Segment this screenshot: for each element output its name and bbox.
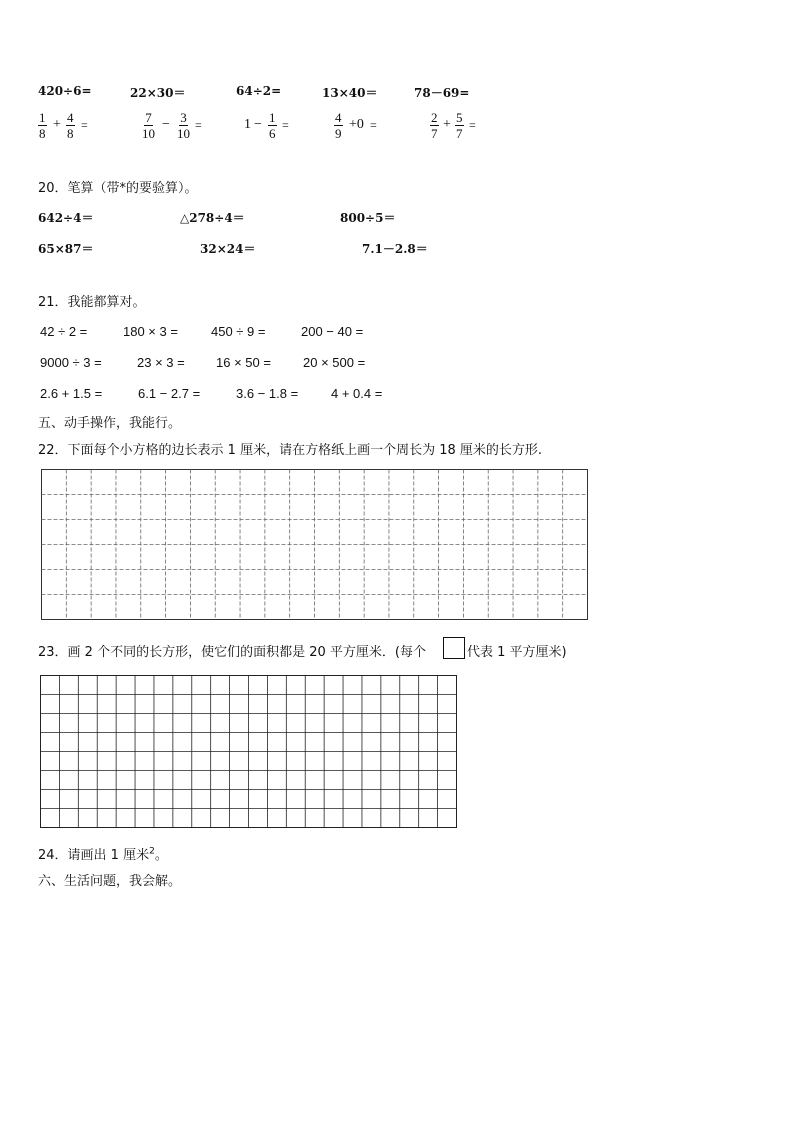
calc-item: 200 − 40 = — [301, 324, 364, 339]
numerator: 2 — [431, 110, 438, 125]
fraction — [430, 110, 439, 141]
oral-item: 78－69= — [414, 86, 470, 100]
denominator: 7 — [431, 126, 438, 141]
denominator: 10 — [142, 126, 155, 141]
calc-item: 42 ÷ 2 = — [40, 324, 88, 339]
calc-item: 3.6 − 1.8 = — [236, 386, 299, 401]
operator: − — [254, 117, 262, 132]
denominator: 8 — [39, 126, 46, 141]
graph-paper-grid[interactable] — [41, 469, 589, 621]
oral-item: 22×30＝ — [130, 86, 186, 100]
section-6-heading: 六、生活问题，我会解。 — [38, 874, 182, 889]
equals: = — [370, 118, 377, 132]
numerator: 4 — [335, 110, 342, 125]
calc-item: 16 × 50 = — [216, 355, 271, 370]
question-24-title — [38, 844, 168, 863]
superscript: 2 — [149, 846, 155, 857]
equals: = — [81, 118, 88, 132]
calc-item: 23 × 3 = — [137, 355, 185, 370]
numerator: 3 — [180, 110, 187, 125]
fraction — [142, 110, 155, 141]
operator: − — [162, 117, 170, 132]
calc-item: 2.6 + 1.5 = — [40, 386, 103, 401]
written-calc: 7.1－2.8＝ — [362, 242, 428, 256]
fraction — [334, 110, 343, 141]
written-calc: 65×87＝ — [38, 242, 94, 256]
written-calc: 800÷5＝ — [340, 211, 396, 225]
calc-item: 180 × 3 = — [123, 324, 178, 339]
operator: +0 — [349, 117, 364, 132]
question-24-text: 24．请画出 1 厘米 — [38, 848, 150, 863]
calc-item: 4 + 0.4 = — [331, 386, 383, 401]
equals: = — [282, 118, 289, 132]
calc-item: 20 × 500 = — [303, 355, 366, 370]
equals: = — [469, 118, 476, 132]
denominator: 6 — [269, 126, 276, 141]
written-calc: 642÷4＝ — [38, 211, 94, 225]
fraction — [38, 110, 47, 141]
denominator: 7 — [456, 126, 463, 141]
numerator: 5 — [456, 110, 463, 125]
numerator: 7 — [145, 110, 152, 125]
question-22-title: 22．下面每个小方格的边长表示 1 厘米，请在方格纸上画一个周长为 18 厘米的长方形. — [38, 443, 543, 458]
oral-item: 420÷6= — [38, 84, 92, 98]
fraction — [66, 110, 75, 141]
equals: = — [195, 118, 202, 132]
oral-item: 64÷2= — [236, 84, 282, 98]
whole-number: 1 — [244, 117, 251, 132]
question-23-title-end: 代表 1 平方厘米) — [467, 645, 567, 660]
question-23-title: 23．画 2 个不同的长方形，使它们的面积都是 20 平方厘米．(每个 — [38, 645, 426, 660]
written-calc: 32×24＝ — [200, 242, 256, 256]
fraction — [177, 110, 190, 141]
section-5-heading: 五、动手操作，我能行。 — [38, 416, 182, 431]
denominator: 9 — [335, 126, 342, 141]
calc-item: 9000 ÷ 3 = — [40, 355, 102, 370]
unit-square-icon — [443, 637, 465, 659]
oral-item: 13×40＝ — [322, 86, 378, 100]
numerator: 1 — [39, 110, 46, 125]
denominator: 10 — [177, 126, 190, 141]
fraction — [455, 110, 464, 141]
calc-item: 450 ÷ 9 = — [211, 324, 266, 339]
operator: + — [53, 117, 61, 132]
fraction — [268, 110, 277, 141]
numerator: 4 — [67, 110, 74, 125]
numerator: 1 — [269, 110, 276, 125]
denominator: 8 — [67, 126, 74, 141]
question-21-title: 21．我能都算对。 — [38, 295, 146, 310]
question-24-tail: 。 — [154, 848, 168, 863]
written-calc: △278÷4＝ — [180, 211, 245, 225]
square-grid[interactable] — [40, 675, 458, 829]
operator: + — [443, 117, 451, 132]
question-20-title: 20．笔算（带*的要验算）。 — [38, 181, 198, 196]
calc-item: 6.1 − 2.7 = — [138, 386, 201, 401]
